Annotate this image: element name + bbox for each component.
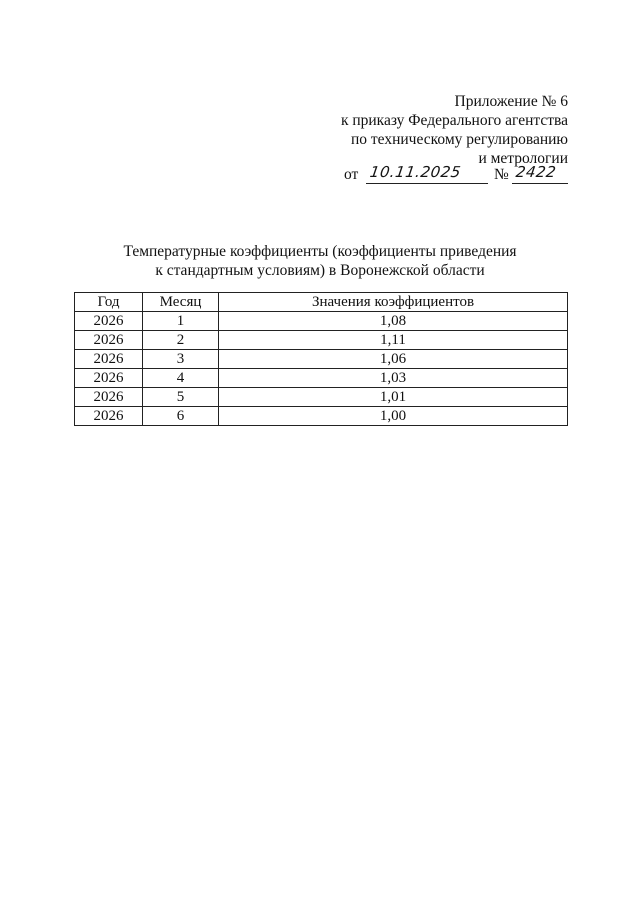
order-reference <box>344 163 574 188</box>
cell-year: 2026 <box>75 312 143 331</box>
cell-month: 5 <box>143 388 219 407</box>
table-row <box>75 369 568 388</box>
header-month: Месяц <box>143 293 219 312</box>
cell-month: 1 <box>143 312 219 331</box>
cell-value: 1,01 <box>219 388 568 407</box>
annex-line: и метрологии <box>478 150 568 167</box>
table-row <box>75 407 568 426</box>
cell-value: 1,03 <box>219 369 568 388</box>
cell-value: 1,06 <box>219 350 568 369</box>
cell-year: 2026 <box>75 369 143 388</box>
table-row <box>75 350 568 369</box>
table-row <box>75 388 568 407</box>
table-row <box>75 312 568 331</box>
annex-line: по техническому регулированию <box>350 131 568 148</box>
handwritten-date: 10.11.2025 <box>368 163 463 181</box>
cell-month: 6 <box>143 407 219 426</box>
cell-year: 2026 <box>75 407 143 426</box>
date-underline <box>366 183 488 184</box>
cell-value: 1,00 <box>219 407 568 426</box>
header-year: Год <box>75 293 143 312</box>
document-title <box>90 242 550 280</box>
cell-value: 1,11 <box>219 331 568 350</box>
cell-value: 1,08 <box>219 312 568 331</box>
cell-month: 4 <box>143 369 219 388</box>
cell-year: 2026 <box>75 350 143 369</box>
annex-line: к приказу Федерального агентства <box>340 112 568 129</box>
cell-year: 2026 <box>75 331 143 350</box>
cell-year: 2026 <box>75 388 143 407</box>
coefficients-table <box>74 292 568 426</box>
title-line: Температурные коэффициенты (коэффициенты приведения <box>123 243 517 260</box>
cell-month: 3 <box>143 350 219 369</box>
handwritten-number: 2422 <box>514 163 558 181</box>
header-value: Значения коэффициентов <box>219 293 568 312</box>
cell-month: 2 <box>143 331 219 350</box>
table-header-row <box>75 293 568 312</box>
annex-line: Приложение № 6 <box>454 93 568 110</box>
number-underline <box>512 183 568 184</box>
annex-header <box>268 92 568 168</box>
number-label: № <box>494 166 509 183</box>
title-line: к стандартным условиям) в Воронежской области <box>155 262 485 279</box>
from-label: от <box>344 166 359 183</box>
table-row <box>75 331 568 350</box>
